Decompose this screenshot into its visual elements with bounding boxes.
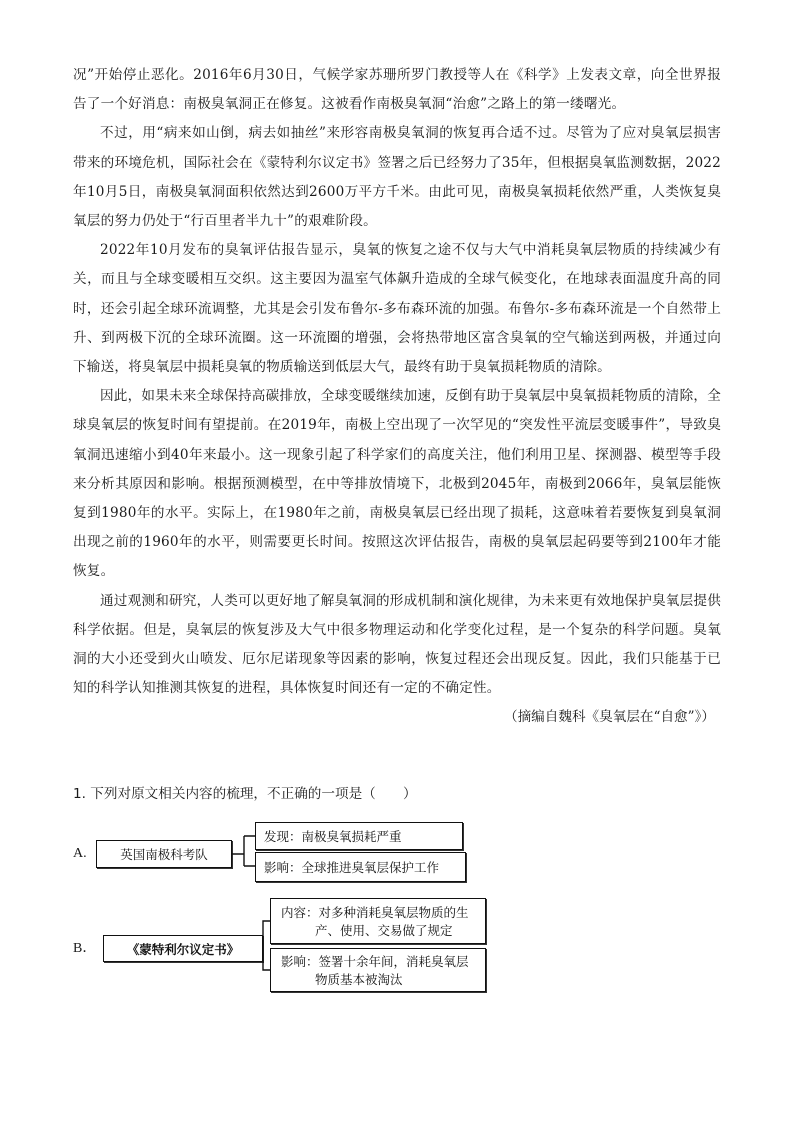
option-b-content-line-1: 内容：对多种消耗臭氧层物质的生 bbox=[281, 905, 469, 920]
option-b-content-box bbox=[270, 898, 486, 944]
option-a-letter: A. bbox=[73, 846, 87, 861]
option-b-main-label: 《蒙特利尔议定书》 bbox=[126, 941, 240, 957]
option-a-main-label: 英国南极科考队 bbox=[120, 847, 208, 862]
question-stem: 1. 下列对原文相关内容的梳理，不正确的一项是（ ） bbox=[73, 786, 417, 802]
passage-paragraph-4: 因此，如果未来全球保持高碳排放，全球变暖继续加速，反倒有助于臭氧层中臭氧损耗物质的清除，全球臭氧层的恢复时间有望提前。在2019年，南极上空出现了一次罕见的“突发性平流层变暖事件”，导致臭氧洞迅速缩小到40年来最小。这一现象引起了科学家们的高度关注，他们利用卫星、探测器、模型等手段来分析其原因和影响。根据预测模型，在中等排放情境下，北极到2045年，南极到2066年，臭氧层能恢复到1980年的水平。实际上，在1980年之前，南极臭氧层已经出现了损耗，这意味着若要恢复到臭氧洞出现之前的1960年的水平，则需要更长时间。按照这次评估报告，南极的臭氧层起码要等到2100年才能恢复。 bbox=[73, 388, 721, 580]
reading-passage bbox=[73, 61, 721, 733]
option-b-impact-line-1: 影响：签署十余年间，消耗臭氧层 bbox=[281, 954, 469, 969]
option-b-main-box bbox=[103, 935, 263, 962]
option-a-discovery-text: 发现：南极臭氧损耗严重 bbox=[264, 829, 402, 844]
option-a-discovery-box bbox=[255, 822, 463, 850]
option-a-main-box bbox=[96, 840, 232, 868]
passage-paragraph-3: 2022年10月发布的臭氧评估报告显示，臭氧的恢复之途不仅与大气中消耗臭氧层物质的持续减少有关，而且与全球变暖相互交织。这主要因为温室气体飙升造成的全球气候变化，在地球表面温度升高的同时，还会引起全球环流调整，尤其是会引发布鲁尔-多布森环流的加强。布鲁尔-多布森环流是一个自然带上升、到两极下沉的全球环流圈。这一环流圈的增强，会将热带地区富含臭氧的空气输送到两极，并通过向下输送，将臭氧层中损耗臭氧的物质输送到低层大气，最终有助于臭氧损耗物质的清除。 bbox=[73, 242, 721, 376]
option-a-impact-text: 影响：全球推进臭氧层保护工作 bbox=[264, 860, 440, 875]
option-b-content-line-2: 产、使用、交易做了规定 bbox=[315, 923, 453, 938]
passage-source: （摘编自魏科《臭氧层在“自愈”》） bbox=[503, 709, 715, 726]
passage-paragraph-5: 通过观测和研究，人类可以更好地了解臭氧洞的形成机制和演化规律，为未来更有效地保护臭氧层提供科学依据。但是，臭氧层的恢复涉及大气中很多物理运动和化学变化过程，是一个复杂的科学问题。臭氧洞的大小还受到火山喷发、厄尔尼诺现象等因素的影响，恢复过程还会出现反复。因此，我们只能基于已知的科学认知推测其恢复的进程，具体恢复时间还有一定的不确定性。 bbox=[73, 592, 721, 697]
passage-paragraph-1: 况”开始停止恶化。2016年6月30日，气候学家苏珊所罗门教授等人在《科学》上发表文章，向全世界报告了一个好消息：南极臭氧洞正在修复。这被看作南极臭氧洞“治愈”之路上的第一缕曙光。 bbox=[73, 67, 721, 113]
passage-paragraph-2: 不过，用“病来如山倒，病去如抽丝”来形容南极臭氧洞的恢复再合适不过。尽管为了应对臭氧层损害带来的环境危机，国际社会在《蒙特利尔议定书》签署之后已经努力了35年，但根据臭氧监测数据，2022年10月5日，南极臭氧洞面积依然达到2600万平方千米。由此可见，南极臭氧损耗依然严重，人类恢复臭氧层的努力仍处于“行百里者半九十”的艰难阶段。 bbox=[73, 125, 721, 230]
option-a-bracket bbox=[232, 836, 255, 866]
option-b-letter: B． bbox=[73, 941, 97, 956]
option-b-bracket bbox=[263, 921, 270, 970]
option-a-impact-box bbox=[255, 852, 466, 882]
option-b-impact-box bbox=[270, 948, 486, 992]
option-b-impact-line-2: 物质基本被淘汰 bbox=[315, 972, 403, 987]
